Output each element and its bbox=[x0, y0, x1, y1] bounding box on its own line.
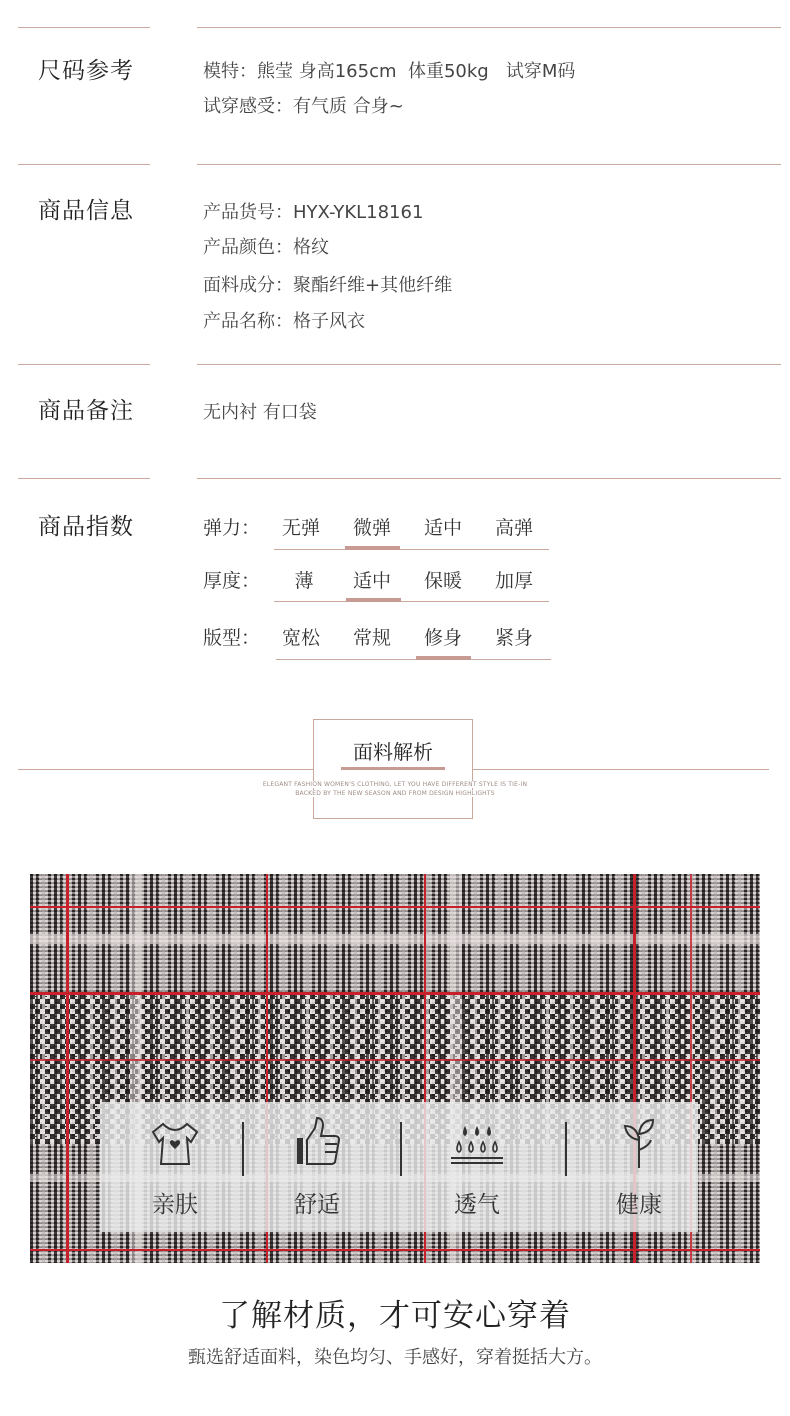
feature-breathable bbox=[402, 1102, 552, 1232]
index-option: 加厚 bbox=[494, 570, 533, 592]
index-option-selected: 适中 bbox=[352, 570, 391, 592]
index-option-selected: 修身 bbox=[423, 627, 462, 649]
info-line: 产品名称：格子风衣 bbox=[203, 311, 365, 332]
index-selected-marker bbox=[346, 598, 401, 602]
info-line: 产品货号：HYX-YKL18161 bbox=[203, 202, 424, 223]
thumbs-up-icon bbox=[287, 1116, 347, 1172]
feature-label: 亲肤 bbox=[152, 1192, 198, 1218]
feature-panel bbox=[100, 1102, 698, 1232]
index-option: 常规 bbox=[352, 627, 391, 649]
sprout-icon bbox=[609, 1116, 669, 1172]
index-baseline bbox=[274, 601, 549, 602]
divider-right bbox=[197, 164, 781, 165]
index-selected-marker bbox=[345, 546, 400, 550]
size-line: 试穿感受：有气质 合身~ bbox=[203, 96, 404, 117]
index-option-selected: 微弹 bbox=[352, 517, 391, 539]
index-label: 厚度： bbox=[203, 570, 261, 592]
info-line: 面料成分：聚酯纤维+其他纤维 bbox=[203, 275, 453, 296]
index-option: 高弹 bbox=[494, 517, 533, 539]
feature-healthy bbox=[564, 1102, 714, 1232]
notes-line: 无内衬 有口袋 bbox=[203, 402, 317, 423]
section-title-index: 商品指数 bbox=[38, 514, 134, 540]
index-option: 薄 bbox=[294, 570, 314, 592]
fabric-subtitle: ELEGANT FASHION WOMEN'S CLOTHING, LET YOU HAVE DIFFERENT STYLE IS TIE-IN bbox=[240, 781, 550, 788]
section-title-info: 商品信息 bbox=[38, 198, 134, 224]
feature-label: 健康 bbox=[616, 1192, 662, 1218]
index-baseline bbox=[276, 659, 551, 660]
index-label: 弹力： bbox=[203, 517, 261, 539]
divider-right bbox=[197, 364, 781, 365]
index-option: 无弹 bbox=[281, 517, 320, 539]
divider-left bbox=[18, 164, 150, 165]
info-line: 产品颜色：格纹 bbox=[203, 237, 329, 258]
feature-skin-friendly bbox=[100, 1102, 250, 1232]
index-option: 宽松 bbox=[281, 627, 320, 649]
divider-right bbox=[197, 478, 781, 479]
size-line: 模特：熊莹 身高165cm 体重50kg 试穿M码 bbox=[203, 61, 576, 82]
section-title-notes: 商品备注 bbox=[38, 398, 134, 424]
section-title-size: 尺码参考 bbox=[38, 58, 134, 84]
feature-comfortable bbox=[242, 1102, 392, 1232]
bottom-subtitle: 甄选舒适面料，染色均匀、手感好，穿着挺括大方。 bbox=[188, 1347, 602, 1368]
feature-label: 舒适 bbox=[294, 1192, 340, 1218]
index-option: 紧身 bbox=[494, 627, 533, 649]
index-option: 适中 bbox=[423, 517, 462, 539]
fabric-title: 面料解析 bbox=[353, 740, 433, 764]
fabric-title-underline bbox=[341, 767, 445, 770]
bottom-title: 了解材质，才可安心穿着 bbox=[219, 1298, 571, 1334]
index-label: 版型： bbox=[203, 627, 261, 649]
tshirt-heart-icon bbox=[145, 1116, 205, 1172]
divider-left bbox=[18, 27, 150, 28]
feature-label: 透气 bbox=[454, 1192, 500, 1218]
index-option: 保暖 bbox=[423, 570, 462, 592]
divider-left bbox=[18, 364, 150, 365]
divider-right bbox=[197, 27, 781, 28]
fabric-subtitle: BACKED BY THE NEW SEASON AND FROM DESIGN HIGHLIGHTS bbox=[240, 790, 550, 797]
index-baseline bbox=[274, 549, 549, 550]
divider-left bbox=[18, 478, 150, 479]
water-drops-icon bbox=[447, 1116, 507, 1172]
index-selected-marker bbox=[416, 656, 471, 660]
